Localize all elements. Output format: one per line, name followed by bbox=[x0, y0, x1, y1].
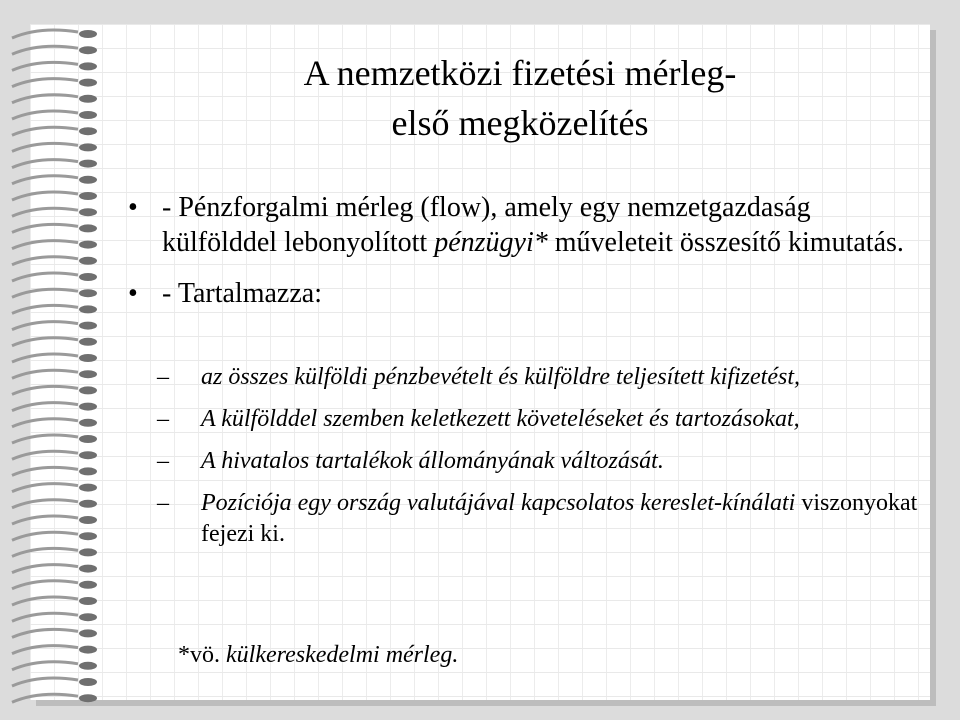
binding-hole bbox=[79, 386, 97, 394]
spiral-ring bbox=[12, 257, 78, 265]
dash-icon: – bbox=[157, 364, 169, 390]
sub-item-4 bbox=[157, 488, 923, 550]
binding-hole bbox=[79, 613, 97, 621]
spiral-ring bbox=[12, 451, 78, 459]
spiral-ring bbox=[12, 111, 78, 119]
bullet-list bbox=[120, 190, 920, 327]
binding-hole bbox=[79, 565, 97, 573]
binding-hole bbox=[79, 354, 97, 362]
binding-hole bbox=[79, 646, 97, 654]
sub-item-1 bbox=[157, 362, 923, 393]
sub-item-text-upright: viszonyokat fejezi ki. bbox=[201, 490, 918, 547]
spiral-ring bbox=[12, 143, 78, 151]
binding-hole bbox=[79, 224, 97, 232]
bullet-text-italic: pénzügyi* bbox=[434, 227, 548, 258]
binding-hole bbox=[79, 484, 97, 492]
binding-hole bbox=[79, 548, 97, 556]
binding-hole bbox=[79, 338, 97, 346]
spiral-ring bbox=[12, 646, 78, 654]
bullet-text: - Tartalmazza: bbox=[162, 278, 322, 309]
binding-hole bbox=[79, 581, 97, 589]
binding-hole bbox=[79, 500, 97, 508]
title-line-2: első megközelítés bbox=[391, 103, 649, 143]
binding-hole bbox=[79, 192, 97, 200]
spiral-ring bbox=[12, 322, 78, 330]
binding-hole bbox=[79, 95, 97, 103]
dash-icon: – bbox=[157, 406, 169, 432]
binding-hole bbox=[79, 435, 97, 443]
binding-hole bbox=[79, 370, 97, 378]
binding-hole bbox=[79, 160, 97, 168]
binding-hole bbox=[79, 241, 97, 249]
binding-hole bbox=[79, 208, 97, 216]
spiral-ring bbox=[12, 305, 78, 313]
binding-hole bbox=[79, 419, 97, 427]
bullet-item-definition bbox=[120, 190, 920, 260]
dash-icon: – bbox=[157, 448, 169, 474]
spiral-ring bbox=[12, 241, 78, 249]
binding-hole bbox=[79, 289, 97, 297]
spiral-ring bbox=[12, 565, 78, 573]
binding-hole bbox=[79, 46, 97, 54]
spiral-binding bbox=[0, 20, 110, 710]
binding-hole bbox=[79, 532, 97, 540]
binding-hole bbox=[79, 629, 97, 637]
sub-item-text: az összes külföldi pénzbevételt és külföldre teljesített kifizetést, bbox=[201, 364, 800, 390]
sub-list bbox=[157, 362, 923, 561]
spiral-ring bbox=[12, 548, 78, 556]
spiral-ring bbox=[12, 500, 78, 508]
binding-hole bbox=[79, 30, 97, 38]
binding-hole bbox=[79, 273, 97, 281]
footnote-italic: külkereskedelmi mérleg. bbox=[226, 642, 459, 668]
sub-item-text: A hivatalos tartalékok állományának változását. bbox=[201, 448, 664, 474]
footnote bbox=[178, 640, 458, 671]
sub-item-text: A külfölddel szemben keletkezett követeléseket és tartozásokat, bbox=[201, 406, 800, 432]
binding-hole bbox=[79, 467, 97, 475]
bullet-text-part1: - Pénzforgalmi mérleg (flow), amely egy nemzetgazdaság külfölddel lebonyolított bbox=[162, 192, 811, 258]
slide-title bbox=[140, 48, 900, 148]
spiral-ring bbox=[12, 273, 78, 281]
binding-hole bbox=[79, 79, 97, 87]
bullet-item-contains bbox=[120, 276, 920, 311]
spiral-ring bbox=[12, 354, 78, 362]
spiral-ring bbox=[12, 581, 78, 589]
binding-hole bbox=[79, 305, 97, 313]
spiral-ring bbox=[12, 62, 78, 70]
sub-item-2 bbox=[157, 404, 923, 435]
binding-hole bbox=[79, 662, 97, 670]
spiral-ring bbox=[12, 386, 78, 394]
spiral-ring bbox=[12, 678, 78, 686]
binding-hole bbox=[79, 451, 97, 459]
spiral-ring bbox=[12, 629, 78, 637]
spiral-ring bbox=[12, 289, 78, 297]
spiral-ring bbox=[12, 79, 78, 87]
binding-hole bbox=[79, 127, 97, 135]
spiral-ring bbox=[12, 338, 78, 346]
title-line-1: A nemzetközi fizetési mérleg- bbox=[303, 53, 737, 93]
sub-item-text-italic: Pozíciója egy ország valutájával kapcsolatos kereslet-kínálati bbox=[201, 490, 796, 516]
spiral-ring bbox=[12, 613, 78, 621]
spiral-ring bbox=[12, 370, 78, 378]
spiral-ring bbox=[12, 30, 78, 38]
spiral-ring bbox=[12, 160, 78, 168]
binding-hole bbox=[79, 176, 97, 184]
footnote-prefix: *vö. bbox=[178, 642, 226, 668]
spiral-ring bbox=[12, 192, 78, 200]
spiral-ring bbox=[12, 516, 78, 524]
spiral-ring bbox=[12, 532, 78, 540]
spiral-ring bbox=[12, 46, 78, 54]
spiral-ring bbox=[12, 597, 78, 605]
binding-hole bbox=[79, 694, 97, 702]
spiral-ring bbox=[12, 484, 78, 492]
binding-hole bbox=[79, 111, 97, 119]
sub-item-3 bbox=[157, 446, 923, 477]
spiral-ring bbox=[12, 224, 78, 232]
spiral-ring bbox=[12, 95, 78, 103]
bullet-dot-icon: • bbox=[128, 192, 138, 223]
binding-hole bbox=[79, 597, 97, 605]
binding-hole bbox=[79, 516, 97, 524]
spiral-ring bbox=[12, 467, 78, 475]
binding-hole bbox=[79, 257, 97, 265]
spiral-ring bbox=[12, 435, 78, 443]
spiral-ring bbox=[12, 403, 78, 411]
bullet-dot-icon: • bbox=[128, 278, 138, 309]
binding-hole bbox=[79, 403, 97, 411]
binding-hole bbox=[79, 143, 97, 151]
spiral-ring bbox=[12, 662, 78, 670]
spiral-ring bbox=[12, 176, 78, 184]
binding-hole bbox=[79, 678, 97, 686]
bullet-text-part3: műveleteit összesítő kimutatás. bbox=[547, 227, 904, 258]
spiral-ring bbox=[12, 208, 78, 216]
binding-hole bbox=[79, 322, 97, 330]
spiral-ring bbox=[12, 127, 78, 135]
dash-icon: – bbox=[157, 490, 169, 516]
binding-hole bbox=[79, 62, 97, 70]
spiral-ring bbox=[12, 419, 78, 427]
spiral-ring bbox=[12, 694, 78, 702]
